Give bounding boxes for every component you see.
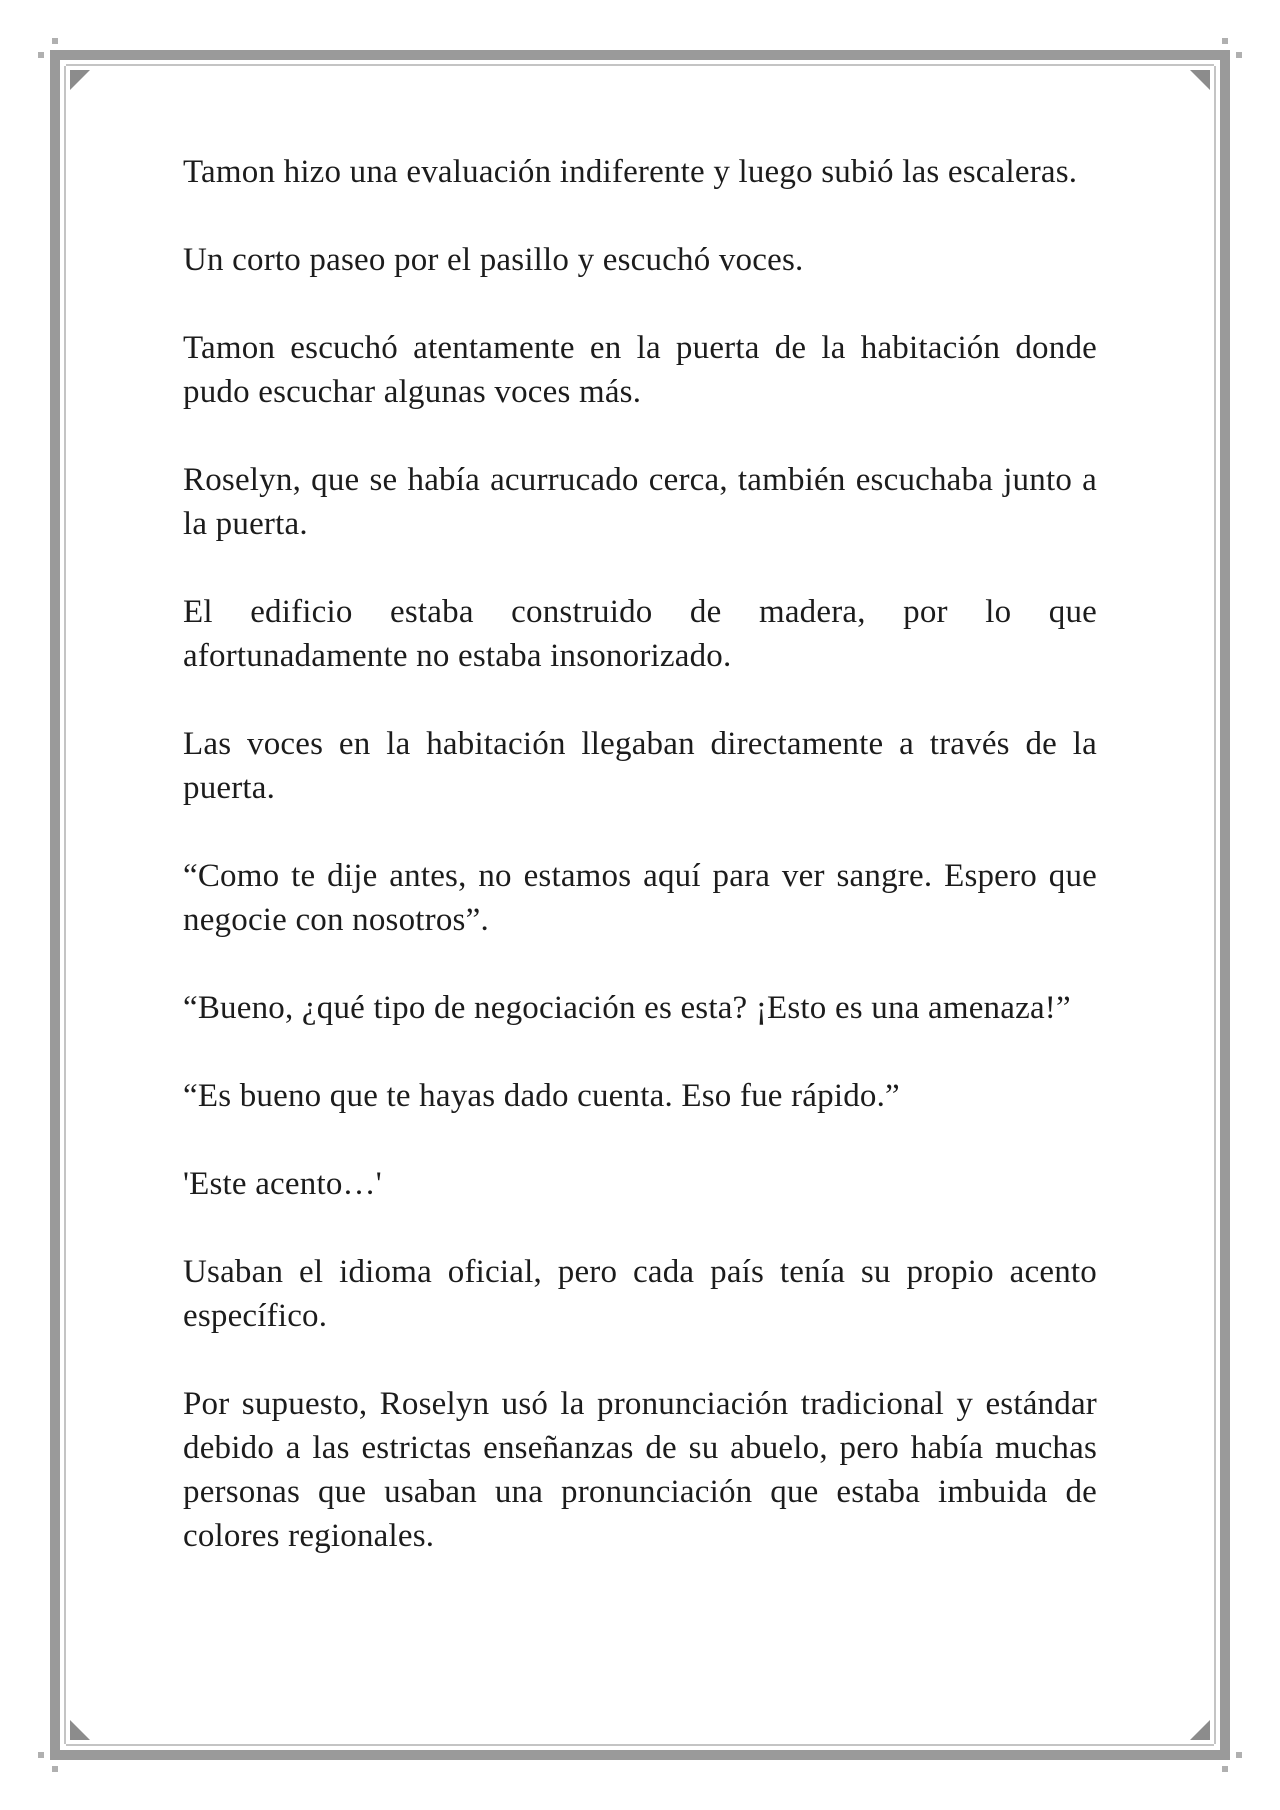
frame-bottom-border xyxy=(60,1750,1220,1760)
corner-triangle-icon xyxy=(70,70,90,90)
paragraph: Tamon hizo una evaluación indiferente y luego subió las escaleras. xyxy=(183,154,1078,190)
corner-triangle-icon xyxy=(1190,1720,1210,1740)
frame-inner-left xyxy=(64,66,66,1744)
frame-inner-bottom xyxy=(66,1744,1214,1746)
corner-dot-icon xyxy=(52,1766,58,1772)
paragraph: “Como te dije antes, no estamos aquí para ver sangre. Espero que negocie con nosotros”. xyxy=(183,858,1097,938)
corner-square-bottom-left xyxy=(50,1750,60,1760)
corner-square-top-right xyxy=(1220,50,1230,60)
frame-inner-top xyxy=(66,64,1214,66)
corner-dot-icon xyxy=(1222,38,1228,44)
frame-right-border xyxy=(1220,60,1230,1750)
paragraph: El edificio estaba construido de madera, por lo que afortunadamente no estaba insonorizado. xyxy=(183,594,1097,674)
corner-dot-icon xyxy=(1236,1752,1242,1758)
paragraph: Tamon escuchó atentamente en la puerta de la habitación donde pudo escuchar algunas voces más. xyxy=(183,330,1097,410)
paragraph: Un corto paseo por el pasillo y escuchó voces. xyxy=(183,242,804,278)
corner-triangle-icon xyxy=(1190,70,1210,90)
page-text xyxy=(183,150,1097,1602)
corner-dot-icon xyxy=(1222,1766,1228,1772)
corner-dot-icon xyxy=(1236,52,1242,58)
corner-triangle-icon xyxy=(70,1720,90,1740)
paragraph: Usaban el idioma oficial, pero cada país tenía su propio acento específico. xyxy=(183,1254,1097,1334)
corner-dot-icon xyxy=(38,1752,44,1758)
paragraph: Las voces en la habitación llegaban directamente a través de la puerta. xyxy=(183,726,1097,806)
frame-top-border xyxy=(60,50,1220,60)
paragraph: 'Este acento…' xyxy=(183,1166,382,1202)
paragraph: “Es bueno que te hayas dado cuenta. Eso fue rápido.” xyxy=(183,1078,900,1114)
corner-dot-icon xyxy=(38,52,44,58)
frame-left-border xyxy=(50,60,60,1750)
paragraph: “Bueno, ¿qué tipo de negociación es esta? ¡Esto es una amenaza!” xyxy=(183,990,1071,1026)
corner-square-top-left xyxy=(50,50,60,60)
paragraph: Roselyn, que se había acurrucado cerca, también escuchaba junto a la puerta. xyxy=(183,462,1097,542)
frame-inner-right xyxy=(1214,66,1216,1744)
corner-square-bottom-right xyxy=(1220,1750,1230,1760)
paragraph: Por supuesto, Roselyn usó la pronunciación tradicional y estándar debido a las estrictas enseñanzas de su abuelo, pero había muchas personas que usaban una pronunciación que estaba imbuida de colores regionales. xyxy=(183,1386,1097,1554)
corner-dot-icon xyxy=(52,38,58,44)
